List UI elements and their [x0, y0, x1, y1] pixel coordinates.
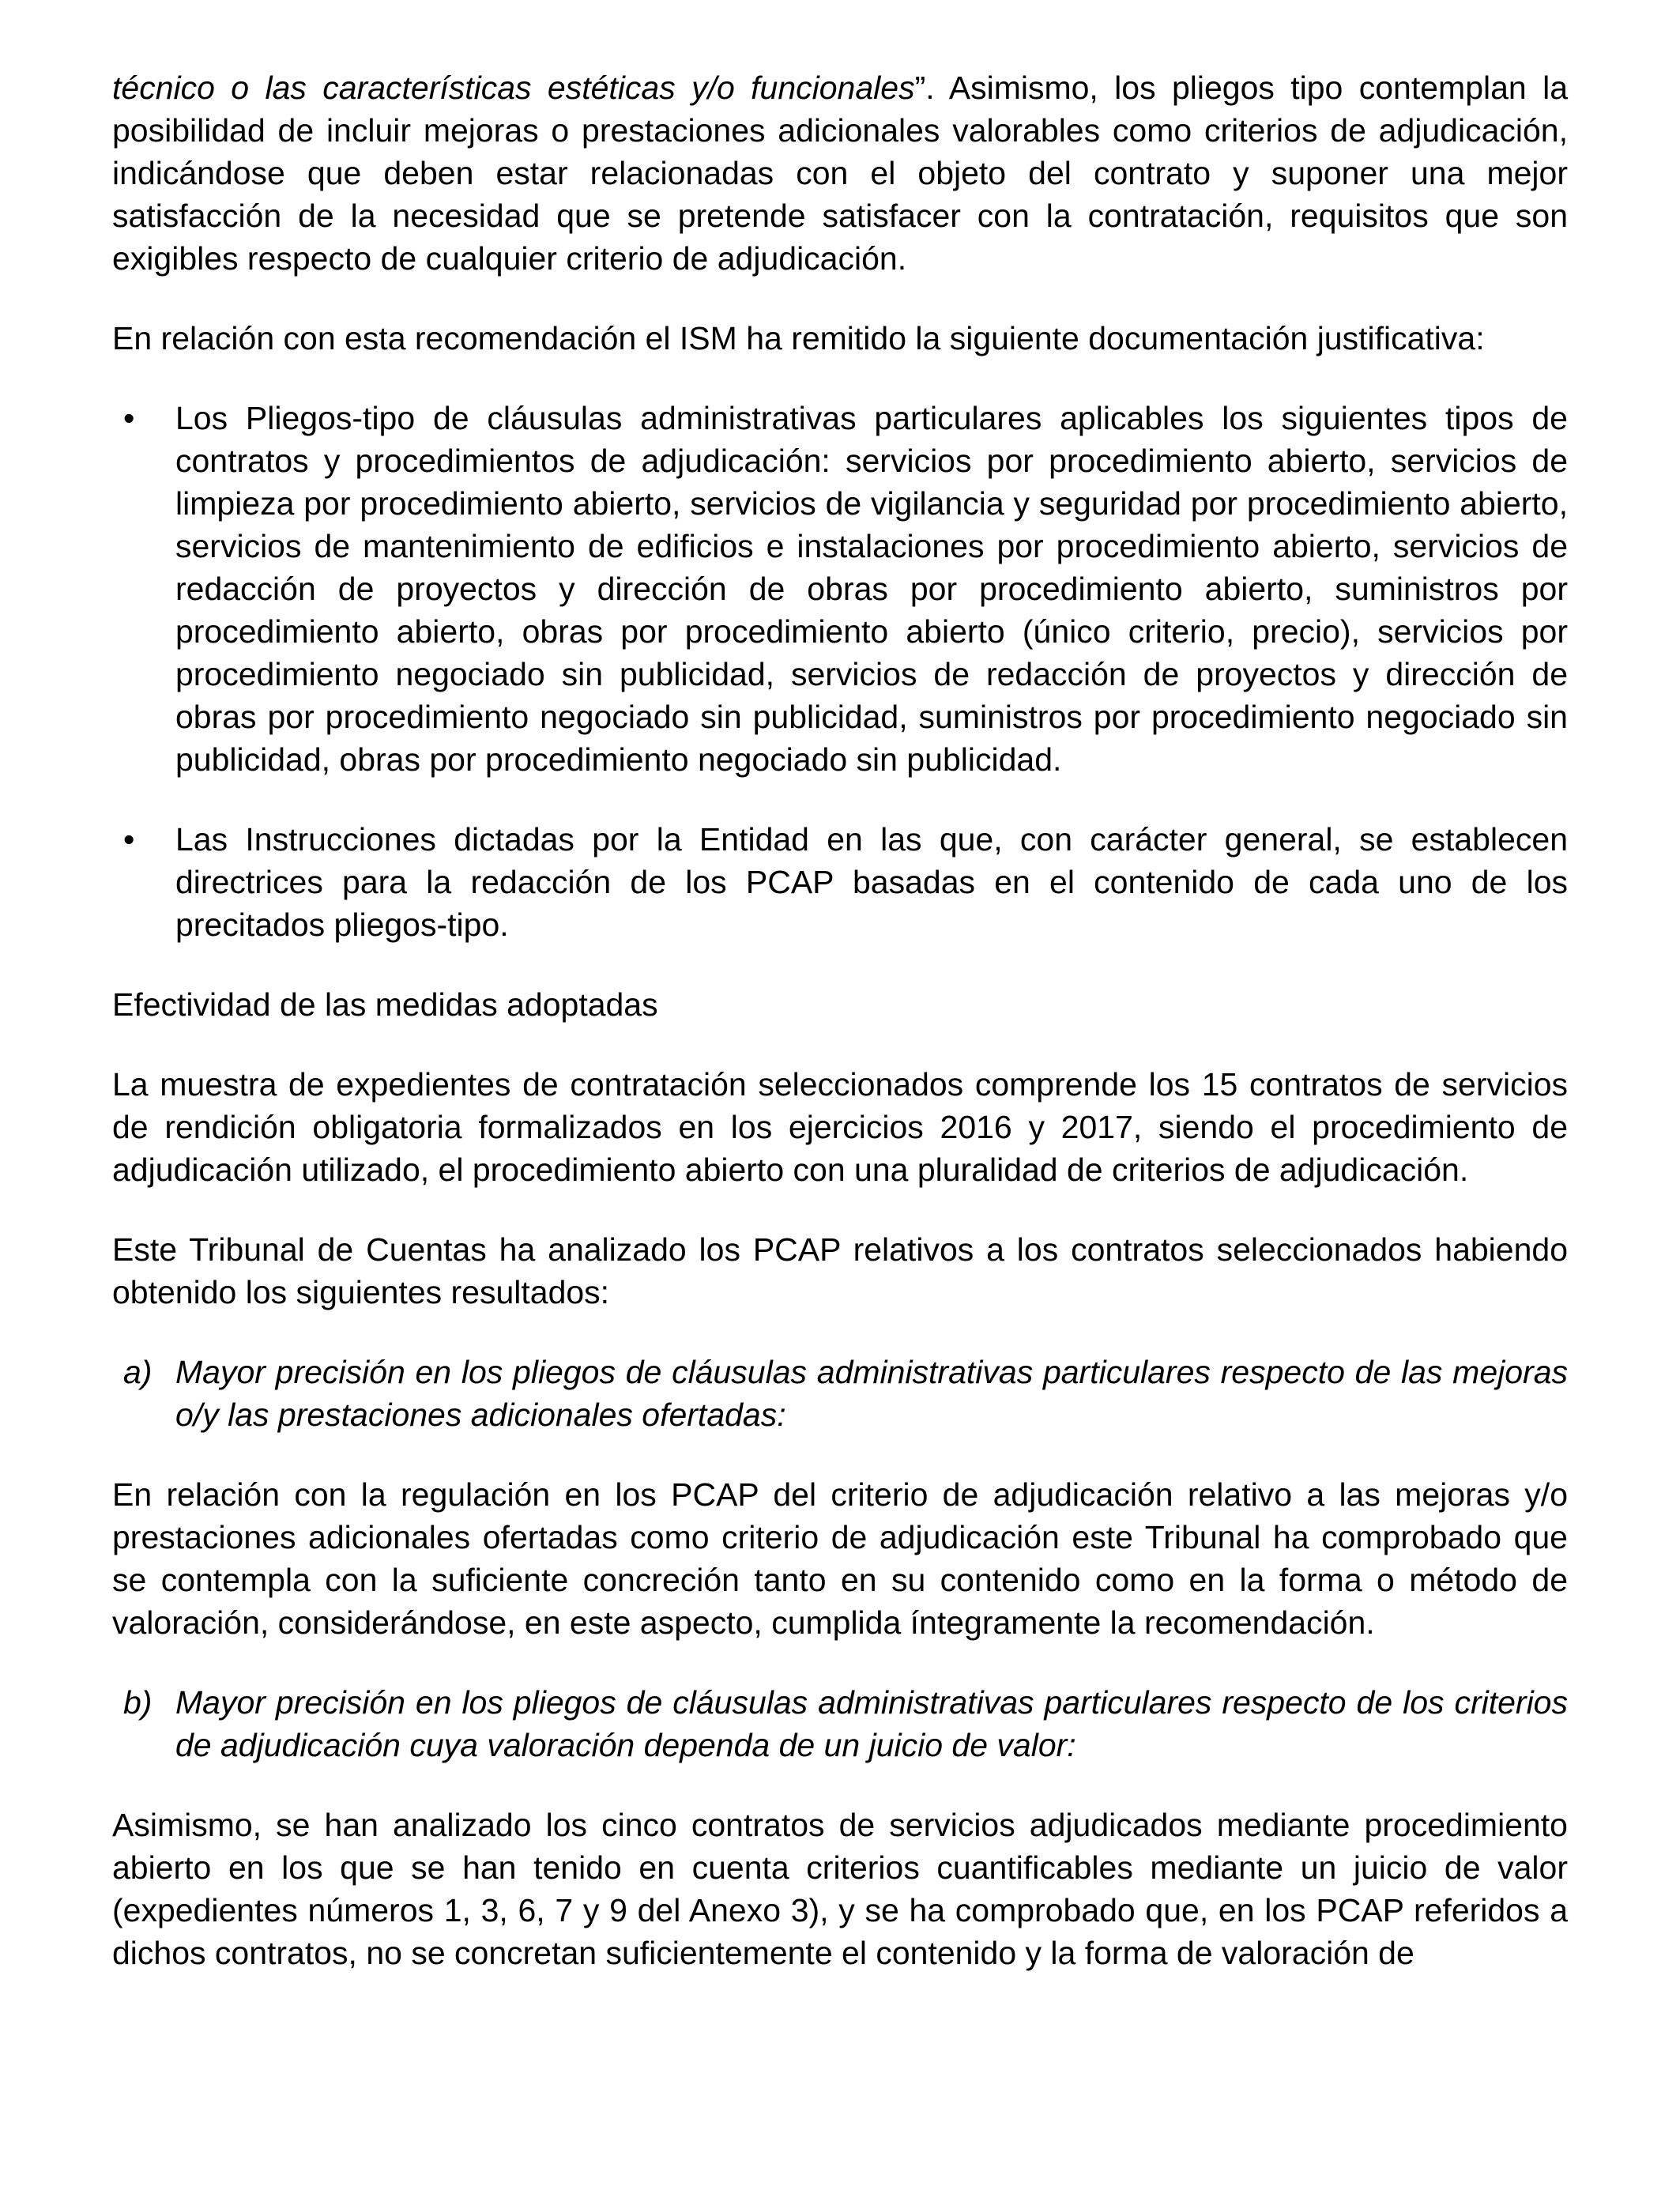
bullet-text: Las Instrucciones dictadas por la Entidad en las que, con carácter general, se establecen directrices para la redacción de los PCAP basadas en el contenido de cada uno de los precitados pliegos-tipo. — [175, 821, 1568, 943]
bullet-item-instrucciones — [112, 818, 1568, 946]
item-a-marker: a) — [123, 1354, 153, 1390]
item-b-text: Mayor precisión en los pliegos de cláusulas administrativas particulares respecto de los criterios de adjudicación cuya valoración dependa de un juicio de valor: — [175, 1684, 1568, 1763]
bullet-icon: • — [123, 400, 135, 436]
item-a — [112, 1351, 1568, 1436]
bullet-icon: • — [123, 821, 135, 858]
section-subheading: Efectividad de las medidas adoptadas — [112, 986, 658, 1023]
item-b-marker: b) — [123, 1684, 153, 1721]
paragraph-intro-rest: ”. Asimismo, los pliegos tipo contemplan la posibilidad de incluir mejoras o prestaciones adicionales valorables como criterios de adjudicación, indicándose que deben estar relacionadas con el objeto del contrato y suponer una mejor satisfacción de la necesidad que se pretende satisfacer con la contratación, requisitos que son exigibles respecto de cualquier criterio de adjudicación. — [112, 70, 1568, 277]
paragraph-documentation: En relación con esta recomendación el ISM ha remitido la siguiente documentación justificativa: — [112, 320, 1485, 356]
paragraph-tribunal: Este Tribunal de Cuentas ha analizado los PCAP relativos a los contratos seleccionados habiendo obtenido los siguientes resultados: — [112, 1231, 1568, 1310]
bullet-text: Los Pliegos-tipo de cláusulas administrativas particulares aplicables los siguientes tipos de contratos y procedimientos de adjudicación: servicios por procedimiento abierto, servicios de limpieza por procedimiento abierto, servicios de vigilancia y seguridad por procedimiento abierto, servicios de mantenimiento de edificios e instalaciones por procedimiento abierto, servicios de redacción de proyectos y dirección de obras por procedimiento abierto, suministros por procedimiento abierto, obras por procedimiento abierto (único criterio, precio), servicios por procedimiento negociado sin publicidad, servicios de redacción de proyectos y dirección de obras por procedimiento negociado sin publicidad, suministros por procedimiento negociado sin publicidad, obras por procedimiento negociado sin publicidad. — [175, 400, 1568, 778]
paragraph-intro — [112, 66, 1568, 280]
paragraph-mejoras: En relación con la regulación en los PCAP del criterio de adjudicación relativo a las mejoras y/o prestaciones adicionales ofertadas como criterio de adjudicación este Tribunal ha comprobado que se contempla con la suficiente concreción tanto en su contenido como en la forma o método de valoración, considerándose, en este aspecto, cumplida íntegramente la recomendación. — [112, 1476, 1568, 1641]
item-b — [112, 1681, 1568, 1766]
document-page — [112, 66, 1568, 1974]
paragraph-juicio-valor: Asimismo, se han analizado los cinco contratos de servicios adjudicados mediante procedimiento abierto en los que se han tenido en cuenta criterios cuantificables mediante un juicio de valor (expedientes números 1, 3, 6, 7 y 9 del Anexo 3), y se ha comprobado que, en los PCAP referidos a dichos contratos, no se concretan suficientemente el contenido y la forma de valoración de — [112, 1807, 1568, 1971]
paragraph-muestra: La muestra de expedientes de contratación seleccionados comprende los 15 contratos de servicios de rendición obligatoria formalizados en los ejercicios 2016 y 2017, siendo el procedimiento de adjudicación utilizado, el procedimiento abierto con una pluralidad de criterios de adjudicación. — [112, 1066, 1568, 1188]
bullet-item-pliegos — [112, 397, 1568, 781]
item-a-text: Mayor precisión en los pliegos de cláusulas administrativas particulares respecto de las mejoras o/y las prestaciones adicionales ofertadas: — [175, 1354, 1568, 1433]
italic-quote: técnico o las características estéticas y/o funcionales — [112, 70, 915, 106]
